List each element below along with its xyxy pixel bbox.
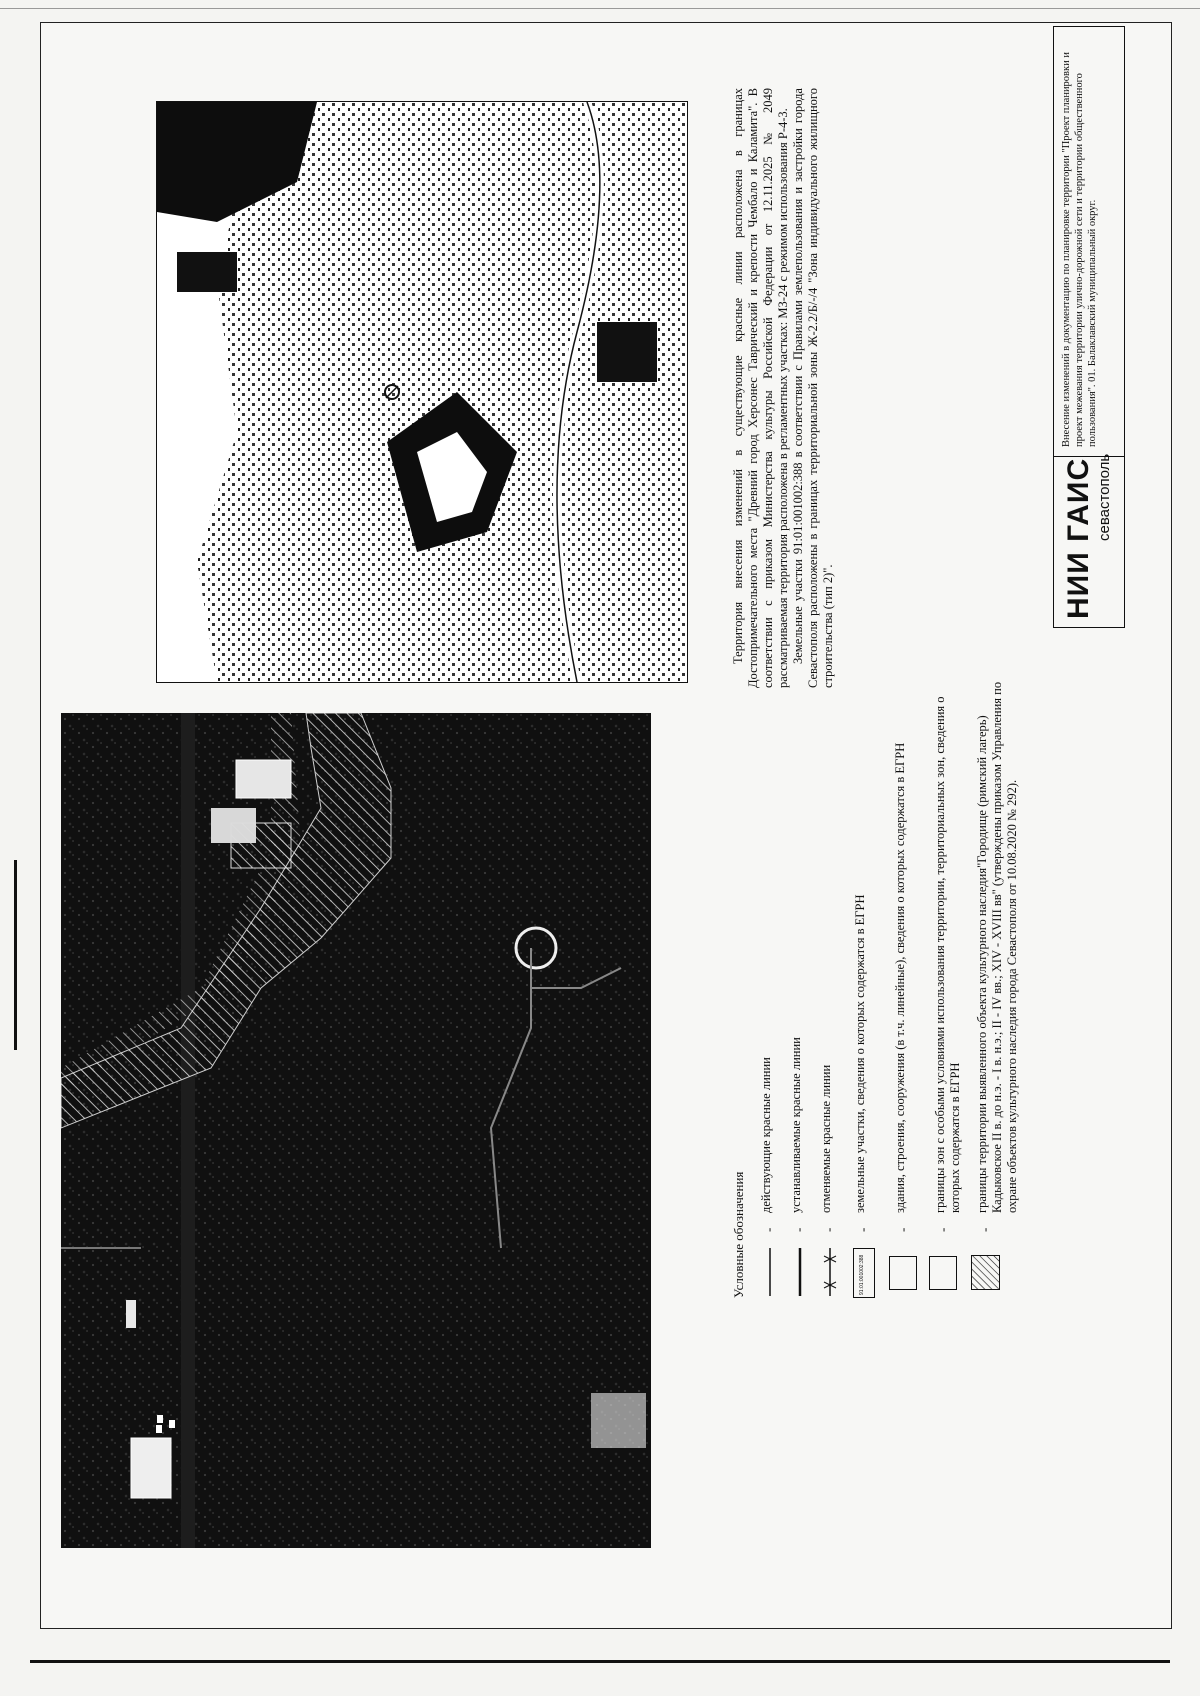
- legend-item-established-red-line: - устанавливаемые красные линии: [785, 658, 815, 1298]
- cancelled-red-line-icon: [815, 1246, 845, 1298]
- orthophoto-map[interactable]: [61, 713, 651, 1548]
- legend-item-cancelled-red-line: - отменяемые красные линии: [815, 658, 845, 1298]
- legend-item-heritage: - границы территории выявленного объекта культурного наследия"Городище (римский лагерь) Кадыковское II в. до н.э. - I в. н.э.; II - IV вв.; XIV - XVIII вв" (утверждены приказом Управления по охране объектов культурного наследия города Севастополя от 10.08.2020 № 292).: [971, 658, 1001, 1298]
- description-text: [731, 88, 836, 688]
- title-block: [1053, 26, 1125, 628]
- building-white: [131, 1438, 171, 1498]
- description-paragraph: Территория внесения изменений в существующие красные линии расположена в границах Достопримечательного места "Древний город Херсонес Таврический и крепости Чембало и Каламита". В соответствии с приказом Министерства культуры Российской Федерации от 12.11.2025 № 2049 рассматриваемая территория расположена в регламентных участках: МЗ-24 с режимом использования Р-4-3.: [731, 88, 790, 688]
- logo-sub-text: севастополь: [1096, 453, 1113, 541]
- heritage-hatch-icon: [971, 1238, 1001, 1290]
- dark-block: [597, 322, 657, 382]
- drawing-frame: [40, 22, 1172, 1629]
- light-spot: [169, 1420, 175, 1428]
- title-block-text: Внесение изменений в документацию по планировке территории "Проект планировки и проект межевания территории улично-дорожной сети и территории общественного пользования". 01. Балаклавский муниципальный округ.: [1061, 52, 1098, 447]
- legend-item-zone-boundary: - границы зон с особыми условиями использования территории, территориальных зон, сведения о которых содержатся в ЕГРН: [929, 658, 959, 1298]
- land-plot-icon: 91:01:001002:388: [853, 1248, 875, 1298]
- legend-item-land-plot: 91:01:001002:388 - земельные участки, сведения о которых содержатся в ЕГРН: [849, 658, 879, 1298]
- legend-item-building: - здания, строения, сооружения (в т.ч. линейные), сведения о которых содержатся в ЕГРН: [889, 658, 919, 1298]
- scan-edge-left: [14, 860, 17, 1050]
- building-icon: [889, 1256, 917, 1290]
- location-scheme-map[interactable]: [156, 101, 688, 683]
- light-spot: [157, 1415, 163, 1423]
- building-hatched: [231, 823, 291, 868]
- nii-gais-logo: [1054, 453, 1124, 627]
- scan-edge-top: [0, 8, 1200, 9]
- description-paragraph: Земельные участки 91:01:001002:388 в соответствии с Правилами землепользования и застройки города Севастополя расположены в границах территориальной зоны Ж-2.2/Б/-/4 "Зона индивидуального жилищного строительства (тип 2)".: [791, 88, 835, 688]
- orthophoto-graphics: [61, 713, 651, 1548]
- scan-edge-bottom: [30, 1660, 1170, 1663]
- logo-main-text: НИИ ГАИС: [1062, 457, 1095, 619]
- legend-title: Условные обозначения: [731, 1171, 746, 1298]
- zone-boundary-icon: [929, 1256, 957, 1290]
- dark-block: [177, 252, 237, 292]
- scheme-graphics: [157, 102, 687, 682]
- road-strip: [181, 713, 195, 1548]
- light-spot: [156, 1425, 162, 1433]
- building-grey: [591, 1393, 646, 1448]
- legend-item-existing-red-line: - действующие красные линии: [755, 658, 785, 1298]
- vehicle: [126, 1300, 136, 1328]
- established-red-line-icon: [785, 1246, 815, 1298]
- existing-red-line-icon: [755, 1246, 785, 1298]
- building-rect: [236, 760, 291, 798]
- sheet-rotated: [41, 23, 1171, 1628]
